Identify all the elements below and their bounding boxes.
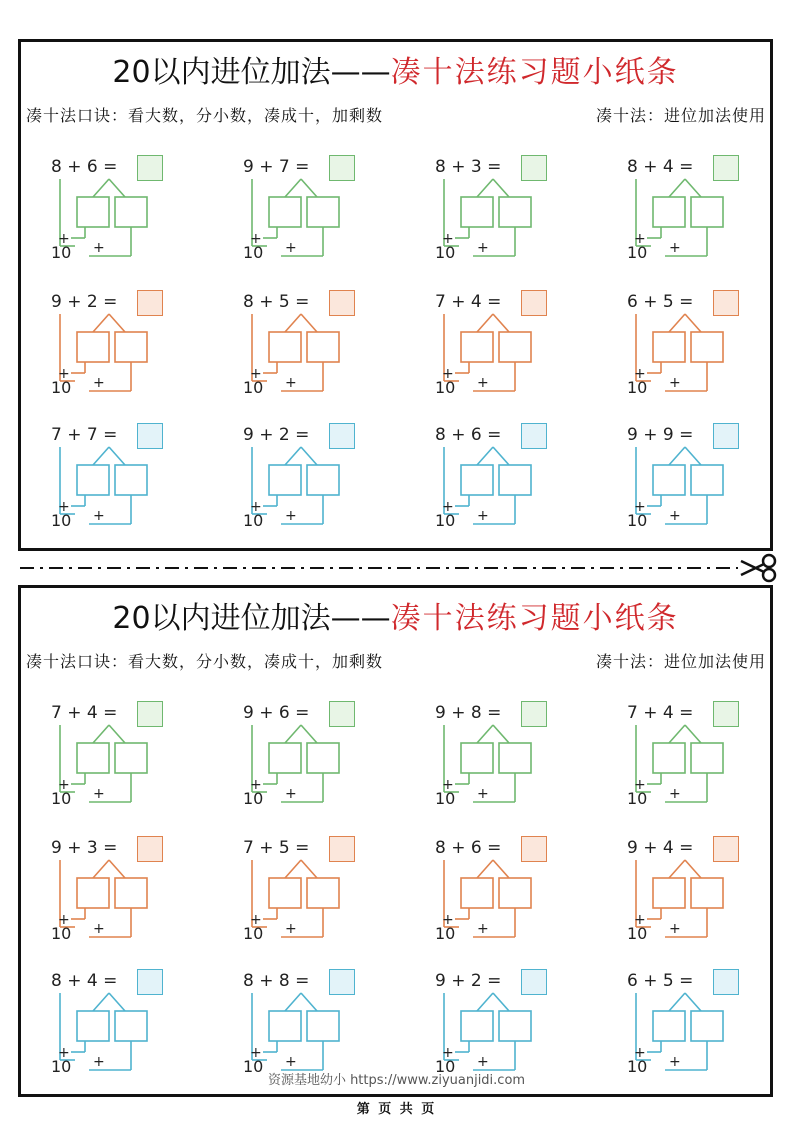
plus-sign: + <box>442 231 454 247</box>
split-box-left[interactable] <box>77 743 109 773</box>
equation-text: 9 + 7 = <box>243 157 310 177</box>
split-box-left[interactable] <box>77 465 109 495</box>
plus-sign: + <box>477 1054 489 1070</box>
plus-sign: + <box>58 777 70 793</box>
ten-label: 10 <box>627 378 648 397</box>
decomposition-diagram <box>51 287 191 402</box>
ten-label: 10 <box>51 789 72 808</box>
equation-text: 7 + 5 = <box>243 838 310 858</box>
plus-sign: + <box>669 508 681 524</box>
split-box-left[interactable] <box>461 1011 493 1041</box>
problem-item <box>51 287 191 402</box>
ten-label: 10 <box>243 1057 264 1076</box>
split-box-left[interactable] <box>653 465 685 495</box>
ten-label: 10 <box>243 243 264 262</box>
plus-sign: + <box>477 240 489 256</box>
equation-text: 7 + 4 = <box>435 292 502 312</box>
equation-text: 9 + 6 = <box>243 703 310 723</box>
plus-sign: + <box>669 240 681 256</box>
equation-text: 9 + 8 = <box>435 703 502 723</box>
cut-line <box>20 567 738 569</box>
title-highlight: 凑十法练习题小纸条 <box>390 601 679 636</box>
equation-text: 8 + 5 = <box>243 292 310 312</box>
plus-sign: + <box>58 912 70 928</box>
ten-label: 10 <box>627 924 648 943</box>
split-box-left[interactable] <box>269 878 301 908</box>
split-box-right[interactable] <box>307 465 339 495</box>
ten-label: 10 <box>435 243 456 262</box>
split-box-left[interactable] <box>461 878 493 908</box>
decomposition-diagram <box>51 420 191 535</box>
plus-sign: + <box>634 366 646 382</box>
split-box-left[interactable] <box>269 743 301 773</box>
plus-sign: + <box>250 1045 262 1061</box>
equation-text: 8 + 3 = <box>435 157 502 177</box>
plus-sign: + <box>477 508 489 524</box>
plus-sign: + <box>58 499 70 515</box>
equation-text: 6 + 5 = <box>627 292 694 312</box>
decomposition-diagram <box>627 420 767 535</box>
decomposition-diagram <box>435 287 575 402</box>
ten-label: 10 <box>51 378 72 397</box>
plus-sign: + <box>93 508 105 524</box>
ten-label: 10 <box>51 511 72 530</box>
equation-text: 9 + 3 = <box>51 838 118 858</box>
ten-label: 10 <box>435 511 456 530</box>
split-box-left[interactable] <box>653 1011 685 1041</box>
worksheet-strip-2 <box>18 585 773 1097</box>
split-box-right[interactable] <box>691 332 723 362</box>
decomposition-diagram <box>243 420 383 535</box>
problem-item <box>51 966 191 1081</box>
plus-sign: + <box>669 921 681 937</box>
split-box-left[interactable] <box>461 332 493 362</box>
decomposition-diagram <box>435 966 575 1081</box>
decomposition-diagram <box>51 698 191 813</box>
decomposition-diagram <box>243 287 383 402</box>
split-box-right[interactable] <box>307 878 339 908</box>
problem-item <box>627 698 767 813</box>
plus-sign: + <box>250 912 262 928</box>
split-box-left[interactable] <box>77 197 109 227</box>
equation-text: 8 + 4 = <box>51 971 118 991</box>
plus-sign: + <box>477 375 489 391</box>
split-box-left[interactable] <box>653 743 685 773</box>
split-box-left[interactable] <box>269 332 301 362</box>
ten-label: 10 <box>435 924 456 943</box>
problem-item <box>243 833 383 948</box>
decomposition-diagram <box>243 966 383 1081</box>
problem-item <box>243 287 383 402</box>
equation-text: 9 + 2 = <box>435 971 502 991</box>
decomposition-diagram <box>243 698 383 813</box>
equation-text: 9 + 9 = <box>627 425 694 445</box>
equation-text: 9 + 4 = <box>627 838 694 858</box>
split-box-right[interactable] <box>691 743 723 773</box>
ten-label: 10 <box>51 243 72 262</box>
plus-sign: + <box>669 786 681 802</box>
plus-sign: + <box>442 912 454 928</box>
plus-sign: + <box>442 1045 454 1061</box>
plus-sign: + <box>250 231 262 247</box>
plus-sign: + <box>669 375 681 391</box>
decomposition-diagram <box>627 833 767 948</box>
problem-item <box>627 966 767 1081</box>
problem-item <box>627 420 767 535</box>
equation-text: 9 + 2 = <box>243 425 310 445</box>
split-box-left[interactable] <box>653 878 685 908</box>
title-main: 20以内进位加法—— <box>112 601 391 636</box>
plus-sign: + <box>477 786 489 802</box>
problem-item <box>435 833 575 948</box>
problem-item <box>435 152 575 267</box>
split-box-left[interactable] <box>653 197 685 227</box>
split-box-right[interactable] <box>499 743 531 773</box>
decomposition-diagram <box>627 287 767 402</box>
split-box-left[interactable] <box>461 197 493 227</box>
plus-sign: + <box>477 921 489 937</box>
problem-grid <box>21 42 770 548</box>
page-footer: 第 页 共 页 <box>356 1102 437 1117</box>
problem-item <box>51 698 191 813</box>
worksheet-strip-1 <box>18 39 773 551</box>
plus-sign: + <box>669 1054 681 1070</box>
plus-sign: + <box>285 921 297 937</box>
plus-sign: + <box>58 1045 70 1061</box>
plus-sign: + <box>442 499 454 515</box>
equation-text: 8 + 6 = <box>51 157 118 177</box>
decomposition-diagram <box>243 833 383 948</box>
decomposition-diagram <box>435 698 575 813</box>
split-box-left[interactable] <box>653 332 685 362</box>
decomposition-diagram <box>51 966 191 1081</box>
problem-item <box>243 698 383 813</box>
split-box-left[interactable] <box>461 743 493 773</box>
decomposition-diagram <box>627 698 767 813</box>
plus-sign: + <box>250 777 262 793</box>
split-box-left[interactable] <box>77 332 109 362</box>
equation-text: 6 + 5 = <box>627 971 694 991</box>
problem-item <box>627 833 767 948</box>
equation-text: 7 + 7 = <box>51 425 118 445</box>
decomposition-diagram <box>435 420 575 535</box>
split-box-right[interactable] <box>499 332 531 362</box>
usage-note: 凑十法：进位加法使用 <box>595 652 766 671</box>
equation-text: 8 + 8 = <box>243 971 310 991</box>
plus-sign: + <box>285 786 297 802</box>
split-box-right[interactable] <box>691 197 723 227</box>
title-main: 20以内进位加法—— <box>112 55 391 90</box>
equation-text: 9 + 2 = <box>51 292 118 312</box>
ten-label: 10 <box>243 511 264 530</box>
ten-label: 10 <box>51 924 72 943</box>
split-box-right[interactable] <box>115 465 147 495</box>
problem-item <box>435 287 575 402</box>
plus-sign: + <box>250 366 262 382</box>
plus-sign: + <box>58 231 70 247</box>
plus-sign: + <box>93 786 105 802</box>
ten-label: 10 <box>435 789 456 808</box>
decomposition-diagram <box>51 152 191 267</box>
usage-note: 凑十法：进位加法使用 <box>595 106 766 125</box>
equation-text: 8 + 6 = <box>435 838 502 858</box>
plus-sign: + <box>93 375 105 391</box>
split-box-left[interactable] <box>269 1011 301 1041</box>
plus-sign: + <box>442 777 454 793</box>
decomposition-diagram <box>435 833 575 948</box>
plus-sign: + <box>285 375 297 391</box>
plus-sign: + <box>93 921 105 937</box>
mnemonic-rule: 凑十法口诀：看大数，分小数，凑成十，加剩数 <box>26 652 384 671</box>
split-box-right[interactable] <box>115 878 147 908</box>
split-box-right[interactable] <box>691 1011 723 1041</box>
plus-sign: + <box>634 231 646 247</box>
split-box-right[interactable] <box>499 1011 531 1041</box>
split-box-right[interactable] <box>691 465 723 495</box>
plus-sign: + <box>285 240 297 256</box>
problem-item <box>243 966 383 1081</box>
equation-text: 7 + 4 = <box>51 703 118 723</box>
problem-item <box>627 287 767 402</box>
problem-item <box>627 152 767 267</box>
mnemonic-rule: 凑十法口诀：看大数，分小数，凑成十，加剩数 <box>26 106 384 125</box>
decomposition-diagram <box>435 152 575 267</box>
ten-label: 10 <box>243 924 264 943</box>
split-box-right[interactable] <box>499 197 531 227</box>
split-box-right[interactable] <box>307 743 339 773</box>
plus-sign: + <box>250 499 262 515</box>
equation-text: 8 + 4 = <box>627 157 694 177</box>
plus-sign: + <box>634 499 646 515</box>
ten-label: 10 <box>627 789 648 808</box>
decomposition-diagram <box>627 966 767 1081</box>
problem-item <box>435 420 575 535</box>
split-box-right[interactable] <box>499 878 531 908</box>
split-box-left[interactable] <box>269 197 301 227</box>
split-box-right[interactable] <box>307 197 339 227</box>
ten-label: 10 <box>243 789 264 808</box>
split-box-right[interactable] <box>499 465 531 495</box>
plus-sign: + <box>634 912 646 928</box>
ten-label: 10 <box>435 1057 456 1076</box>
split-box-left[interactable] <box>269 465 301 495</box>
plus-sign: + <box>634 1045 646 1061</box>
plus-sign: + <box>93 1054 105 1070</box>
problem-item <box>51 152 191 267</box>
split-box-right[interactable] <box>307 1011 339 1041</box>
problem-item <box>51 420 191 535</box>
split-box-right[interactable] <box>691 878 723 908</box>
split-box-left[interactable] <box>461 465 493 495</box>
split-box-right[interactable] <box>115 1011 147 1041</box>
scissors-icon <box>739 553 779 583</box>
ten-label: 10 <box>627 1057 648 1076</box>
plus-sign: + <box>285 1054 297 1070</box>
plus-sign: + <box>93 240 105 256</box>
ten-label: 10 <box>627 243 648 262</box>
plus-sign: + <box>442 366 454 382</box>
ten-label: 10 <box>627 511 648 530</box>
equation-text: 8 + 6 = <box>435 425 502 445</box>
split-box-left[interactable] <box>77 1011 109 1041</box>
equation-text: 7 + 4 = <box>627 703 694 723</box>
decomposition-diagram <box>51 833 191 948</box>
problem-item <box>435 698 575 813</box>
plus-sign: + <box>634 777 646 793</box>
decomposition-diagram <box>243 152 383 267</box>
ten-label: 10 <box>51 1057 72 1076</box>
ten-label: 10 <box>435 378 456 397</box>
split-box-right[interactable] <box>115 332 147 362</box>
decomposition-diagram <box>627 152 767 267</box>
split-box-right[interactable] <box>115 197 147 227</box>
split-box-left[interactable] <box>77 878 109 908</box>
problem-grid <box>21 588 770 1094</box>
split-box-right[interactable] <box>307 332 339 362</box>
split-box-right[interactable] <box>115 743 147 773</box>
plus-sign: + <box>285 508 297 524</box>
problem-item <box>435 966 575 1081</box>
ten-label: 10 <box>243 378 264 397</box>
plus-sign: + <box>58 366 70 382</box>
problem-item <box>51 833 191 948</box>
problem-item <box>243 420 383 535</box>
problem-item <box>243 152 383 267</box>
title-highlight: 凑十法练习题小纸条 <box>390 55 679 90</box>
watermark-text: 资源基地幼小 https://www.ziyuanjidi.com <box>267 1073 526 1088</box>
